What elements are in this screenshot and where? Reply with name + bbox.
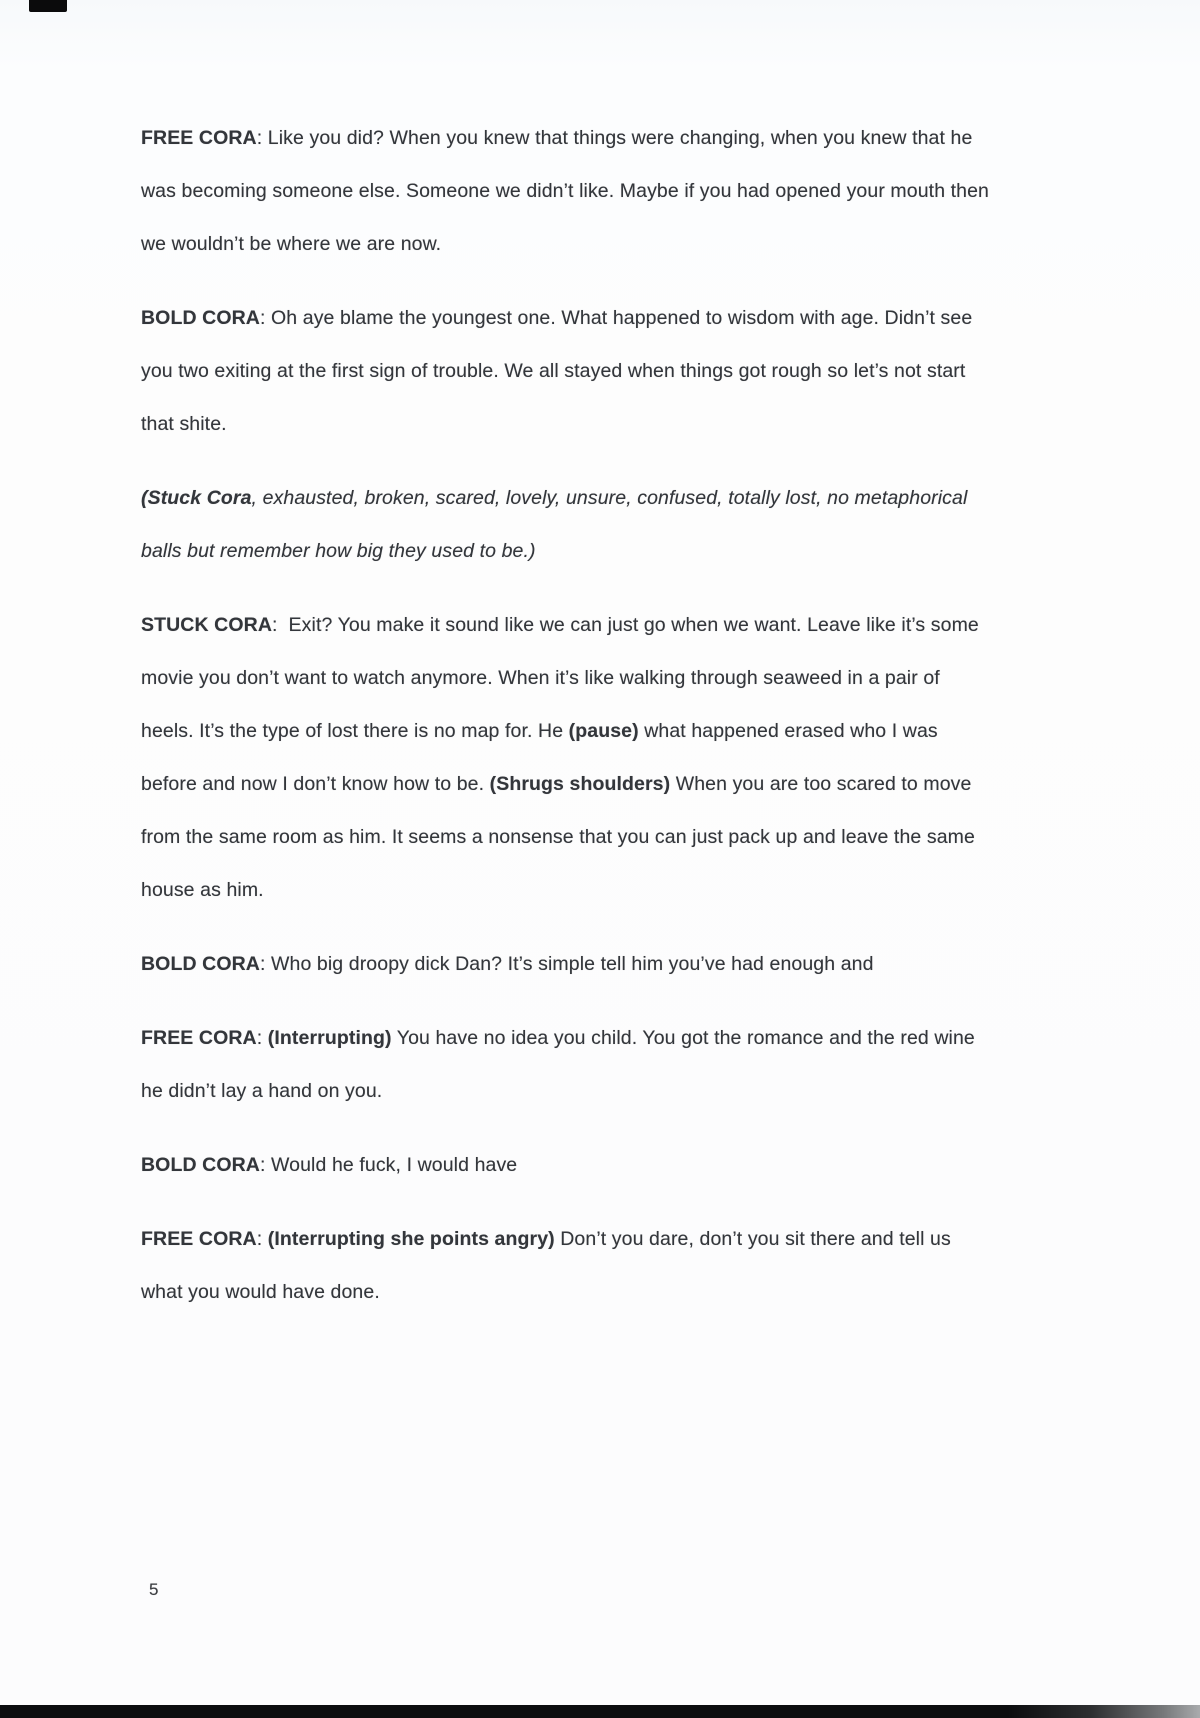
dialogue-text: : Like you did? When you knew that things were changing, when you knew that he was becoming someone else. Someone we didn’t like. Maybe if you had opened your mouth then we wouldn’t be where we are now. [141,127,995,255]
dialogue-text: : [256,1027,268,1049]
stage-direction-lead: (Stuck Cora [141,487,252,509]
dialogue-free-cora-1 [141,112,993,271]
dialogue-bold-cora-3 [141,1139,993,1192]
script-text-block [141,112,993,1340]
dialogue-text: : Would he fuck, I would have [259,1154,518,1176]
inline-stage-note: (Shrugs shoulders) [489,773,671,795]
dialogue-free-cora-2 [141,1012,993,1118]
speaker-name: FREE CORA [141,1228,257,1250]
page-number: 5 [149,1580,159,1599]
dialogue-bold-cora-1 [141,292,993,451]
scan-artifact-bottom-bar [0,1705,1200,1718]
dialogue-text: : Exit? You make it sound like we can just go when we want. Leave like it’s some movie you don’t want to watch anymore. When it’s like walking through seaweed in a pair of heels. It’s the type of lost there is no map for. He [141,614,985,742]
speaker-name: FREE CORA [141,127,257,149]
dialogue-text: what happened erased who I was before and now I don’t know how to be. [141,720,944,795]
dialogue-text: You have no idea you child. You got the romance and the red wine he didn’t lay a hand on you. [141,1027,981,1102]
dialogue-text: : [256,1228,268,1250]
speaker-name: STUCK CORA [141,614,272,636]
inline-stage-note: (pause) [568,720,639,742]
stage-direction [141,472,993,578]
inline-stage-note: (Interrupting she points angry) [267,1228,555,1250]
scan-artifact-corner-mark [29,0,67,12]
dialogue-text: When you are too scared to move from the same room as him. It seems a nonsense that you can just pack up and leave the same house as him. [141,773,981,901]
dialogue-text: : Oh aye blame the youngest one. What happened to wisdom with age. Didn’t see you two exiting at the first sign of trouble. We all stayed when things got rough so let’s not start that shite. [141,307,978,435]
dialogue-text: Don’t you dare, don’t you sit there and tell us what you would have done. [141,1228,957,1303]
dialogue-stuck-cora-1 [141,599,993,917]
speaker-name: BOLD CORA [141,1154,260,1176]
speaker-name: BOLD CORA [141,307,260,329]
dialogue-free-cora-3 [141,1213,993,1319]
speaker-name: FREE CORA [141,1027,257,1049]
dialogue-bold-cora-2 [141,938,993,991]
speaker-name: BOLD CORA [141,953,260,975]
inline-stage-note: (Interrupting) [267,1027,392,1049]
stage-direction-text: , exhausted, broken, scared, lovely, unsure, confused, totally lost, no metaphorical balls but remember how big they used to be.) [141,487,973,562]
dialogue-text: : Who big droopy dick Dan? It’s simple tell him you’ve had enough and [259,953,874,975]
